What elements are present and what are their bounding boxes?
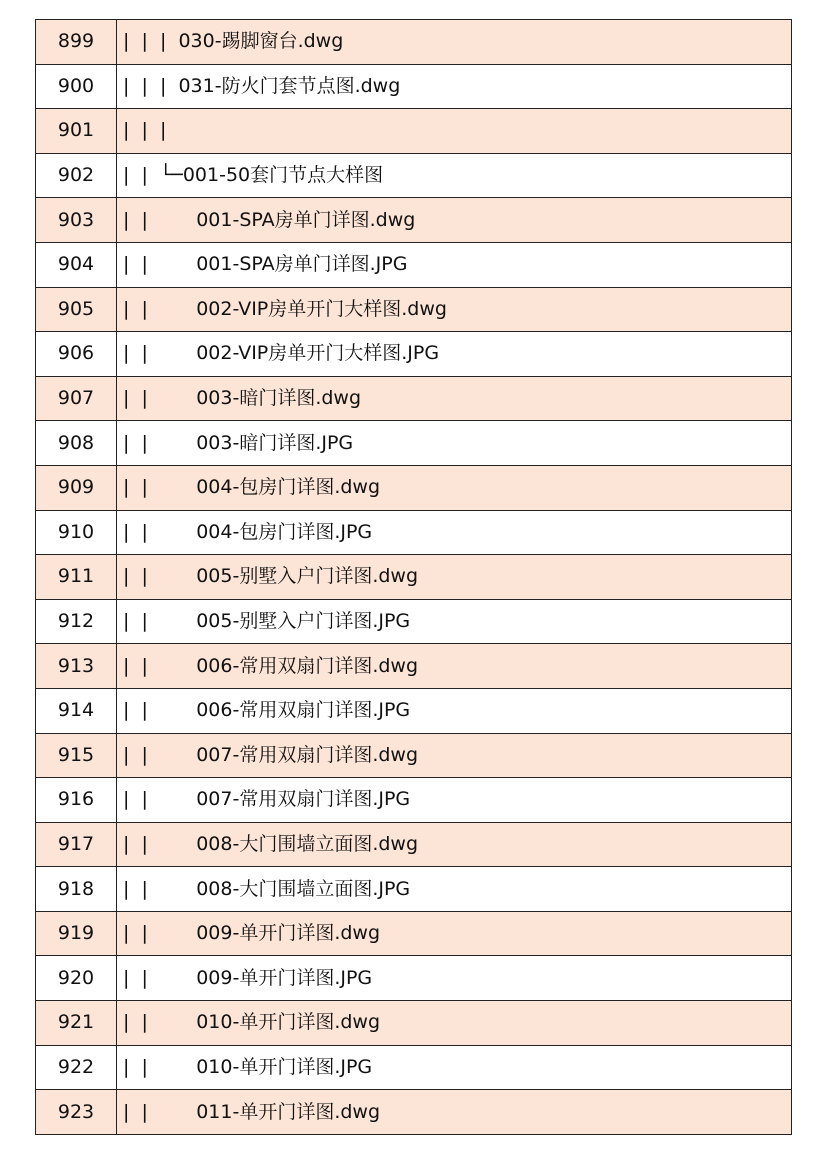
file-tree-entry: | | 011-单开门详图.dwg [117,1090,792,1135]
table-row [36,242,792,287]
row-number: 909 [36,465,117,510]
row-number: 916 [36,778,117,823]
row-number: 922 [36,1045,117,1090]
table-row [36,822,792,867]
file-tree-entry: | | 005-别墅入户门详图.dwg [117,555,792,600]
file-tree-entry: | | 006-常用双扇门详图.JPG [117,688,792,733]
table-row [36,153,792,198]
row-number: 899 [36,20,117,65]
row-number: 911 [36,555,117,600]
row-number: 917 [36,822,117,867]
table-row [36,956,792,1001]
row-number: 902 [36,153,117,198]
file-tree-entry: | | 004-包房门详图.JPG [117,510,792,555]
table-body [36,20,792,1135]
file-tree-entry: | | 001-SPA房单门详图.JPG [117,242,792,287]
file-tree-entry: | | 002-VIP房单开门大样图.dwg [117,287,792,332]
row-number: 901 [36,109,117,154]
table-row [36,599,792,644]
file-tree-entry: | | 004-包房门详图.dwg [117,465,792,510]
table-row [36,1045,792,1090]
row-number: 918 [36,867,117,912]
table-row [36,1090,792,1135]
table-row [36,109,792,154]
row-number: 903 [36,198,117,243]
table-row [36,688,792,733]
file-tree-entry: | | 003-暗门详图.JPG [117,421,792,466]
row-number: 904 [36,242,117,287]
row-number: 908 [36,421,117,466]
table-row [36,376,792,421]
file-tree-entry: | | 005-别墅入户门详图.JPG [117,599,792,644]
file-listing-table [35,19,792,1135]
table-row [36,421,792,466]
file-tree-entry: | | 009-单开门详图.dwg [117,911,792,956]
row-number: 923 [36,1090,117,1135]
table-row [36,64,792,109]
row-number: 906 [36,332,117,377]
file-tree-entry: | | 010-单开门详图.JPG [117,1045,792,1090]
table-row [36,867,792,912]
file-tree-entry: | | 006-常用双扇门详图.dwg [117,644,792,689]
table-row [36,1001,792,1046]
row-number: 905 [36,287,117,332]
file-tree-entry: | | 001-SPA房单门详图.dwg [117,198,792,243]
file-tree-entry: | | 007-常用双扇门详图.JPG [117,778,792,823]
table-row [36,20,792,65]
row-number: 910 [36,510,117,555]
table-row [36,465,792,510]
file-tree-entry: | | 007-常用双扇门详图.dwg [117,733,792,778]
file-tree-entry: | | 009-单开门详图.JPG [117,956,792,1001]
row-number: 912 [36,599,117,644]
file-tree-entry: | | | 030-踢脚窗台.dwg [117,20,792,65]
row-number: 914 [36,688,117,733]
file-tree-entry: | | 008-大门围墙立面图.dwg [117,822,792,867]
table-row [36,332,792,377]
table-row [36,778,792,823]
file-tree-entry: | | 003-暗门详图.dwg [117,376,792,421]
file-tree-entry: | | 008-大门围墙立面图.JPG [117,867,792,912]
row-number: 915 [36,733,117,778]
row-number: 919 [36,911,117,956]
row-number: 913 [36,644,117,689]
file-tree-entry: | | 002-VIP房单开门大样图.JPG [117,332,792,377]
table-row [36,733,792,778]
row-number: 907 [36,376,117,421]
table-row [36,911,792,956]
table-row [36,555,792,600]
file-tree-entry: | | 010-单开门详图.dwg [117,1001,792,1046]
row-number: 900 [36,64,117,109]
row-number: 921 [36,1001,117,1046]
file-tree-entry: | | | 031-防火门套节点图.dwg [117,64,792,109]
table-row [36,198,792,243]
row-number: 920 [36,956,117,1001]
file-tree-entry: | | | [117,109,792,154]
table-row [36,644,792,689]
file-tree-entry: | | └─001-50套门节点大样图 [117,153,792,198]
table-row [36,287,792,332]
table-row [36,510,792,555]
